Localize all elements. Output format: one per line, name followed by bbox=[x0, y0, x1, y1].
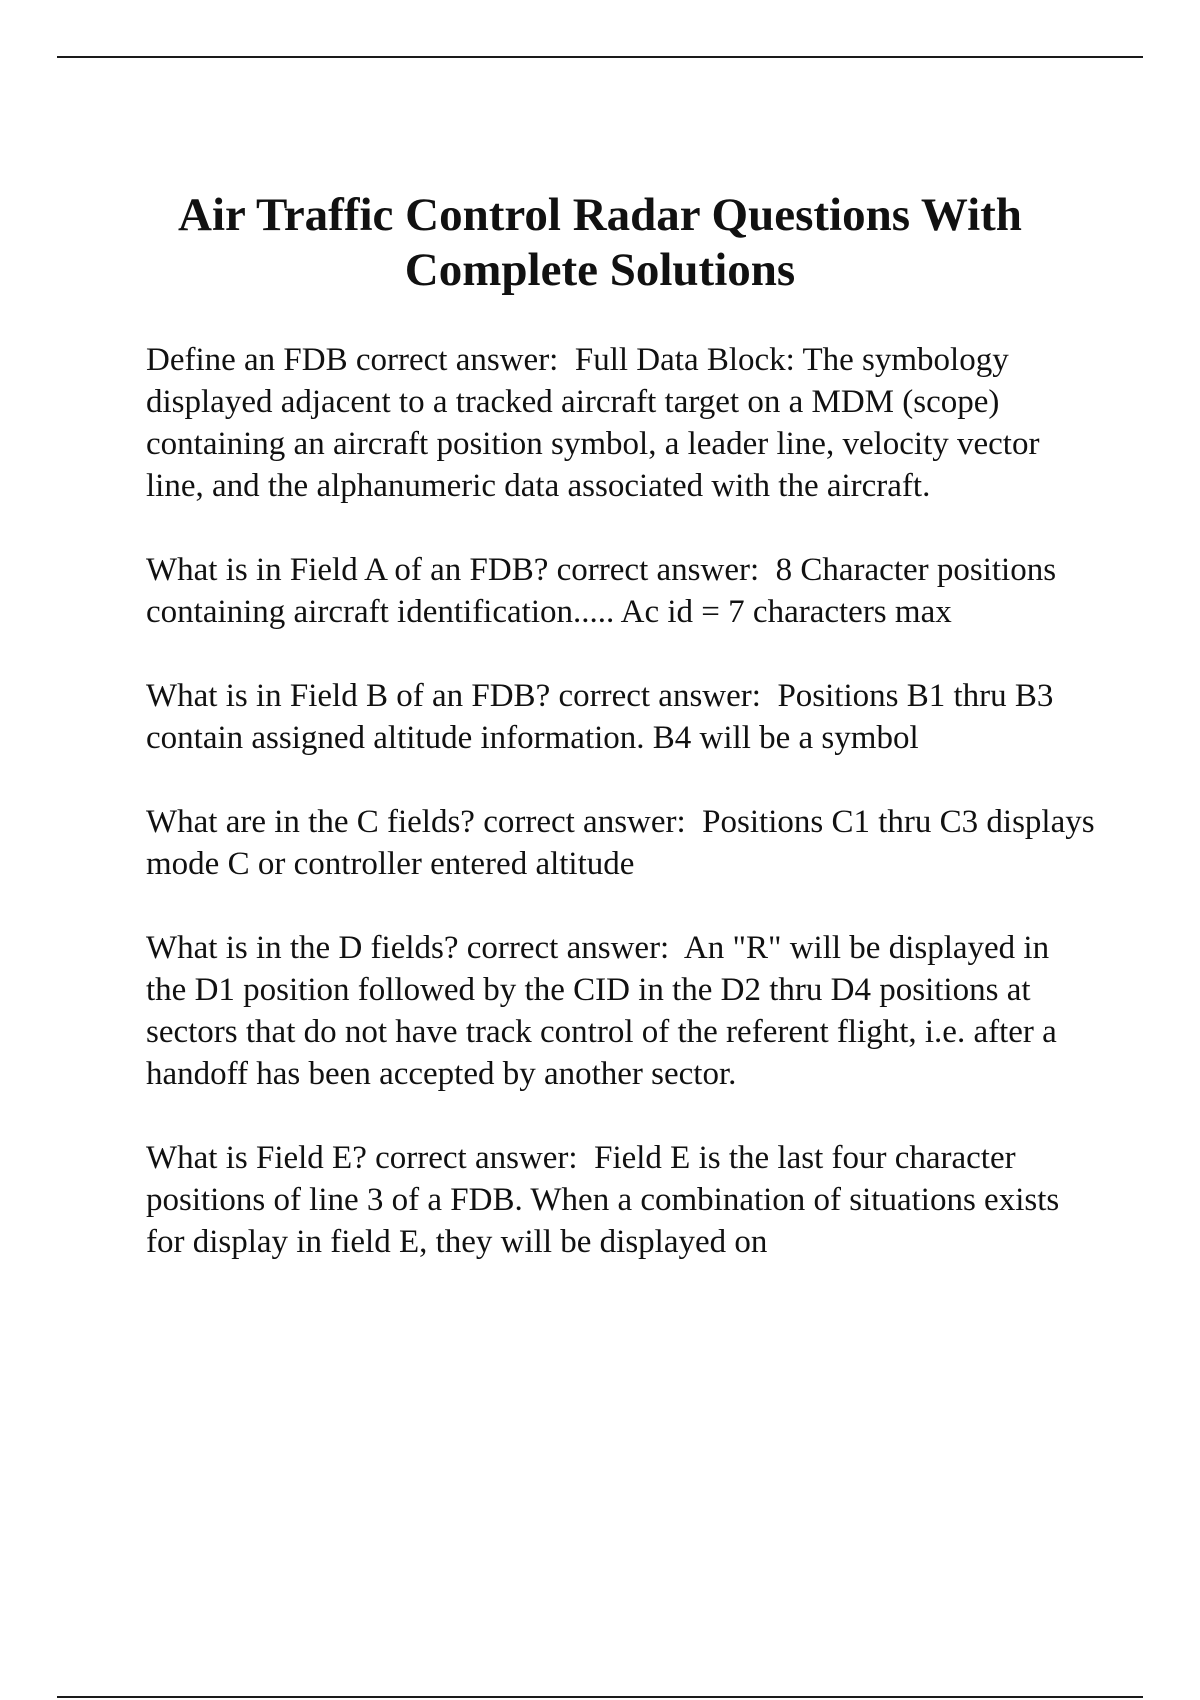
qa-list bbox=[146, 339, 1096, 1305]
answer-separator: correct answer: bbox=[458, 930, 684, 966]
question-text: What is in Field B of an FDB? bbox=[146, 678, 551, 714]
qa-item bbox=[146, 339, 1096, 507]
question-text: What is Field E? bbox=[146, 1140, 367, 1176]
qa-item bbox=[146, 549, 1096, 633]
qa-item bbox=[146, 801, 1096, 885]
question-text: What is in Field A of an FDB? bbox=[146, 552, 549, 588]
answer-separator: correct answer: bbox=[550, 678, 778, 714]
question-text: What are in the C fields? bbox=[146, 804, 475, 840]
answer-text: Positions C1 thru C3 displays mode C or controller entered altitude bbox=[146, 804, 1095, 882]
answer-text: An "R" will be displayed in the D1 position followed by the CID in the D2 thru D4 positions at sectors that do not have track control of the referent flight, i.e. after a handoff has been accepted by another sector. bbox=[146, 930, 1057, 1092]
answer-separator: correct answer: bbox=[474, 804, 703, 840]
bottom-rule bbox=[57, 1696, 1143, 1698]
qa-item bbox=[146, 675, 1096, 759]
answer-separator: correct answer: bbox=[548, 552, 776, 588]
answer-text: Field E is the last four character positions of line 3 of a FDB. When a combination of situations exists for display in field E, they will be displayed on bbox=[146, 1140, 1060, 1260]
question-text: Define an FDB bbox=[146, 342, 348, 378]
qa-item bbox=[146, 927, 1096, 1095]
top-rule bbox=[57, 56, 1143, 58]
question-text: What is in the D fields? bbox=[146, 930, 459, 966]
answer-text: Positions B1 thru B3 contain assigned altitude information. B4 will be a symbol bbox=[146, 678, 1054, 756]
qa-item bbox=[146, 1137, 1096, 1263]
answer-text: Full Data Block: The symbology displayed adjacent to a tracked aircraft target on a MDM (scope) containing an aircraft position symbol, a leader line, velocity vector line, and the alphanumeric data associated with the aircraft. bbox=[146, 342, 1040, 504]
answer-text: 8 Character positions containing aircraft identification..... Ac id = 7 characters max bbox=[146, 552, 1057, 630]
answer-separator: correct answer: bbox=[366, 1140, 595, 1176]
answer-separator: correct answer: bbox=[347, 342, 575, 378]
document-title: Air Traffic Control Radar Questions With Complete Solutions bbox=[178, 189, 1022, 296]
